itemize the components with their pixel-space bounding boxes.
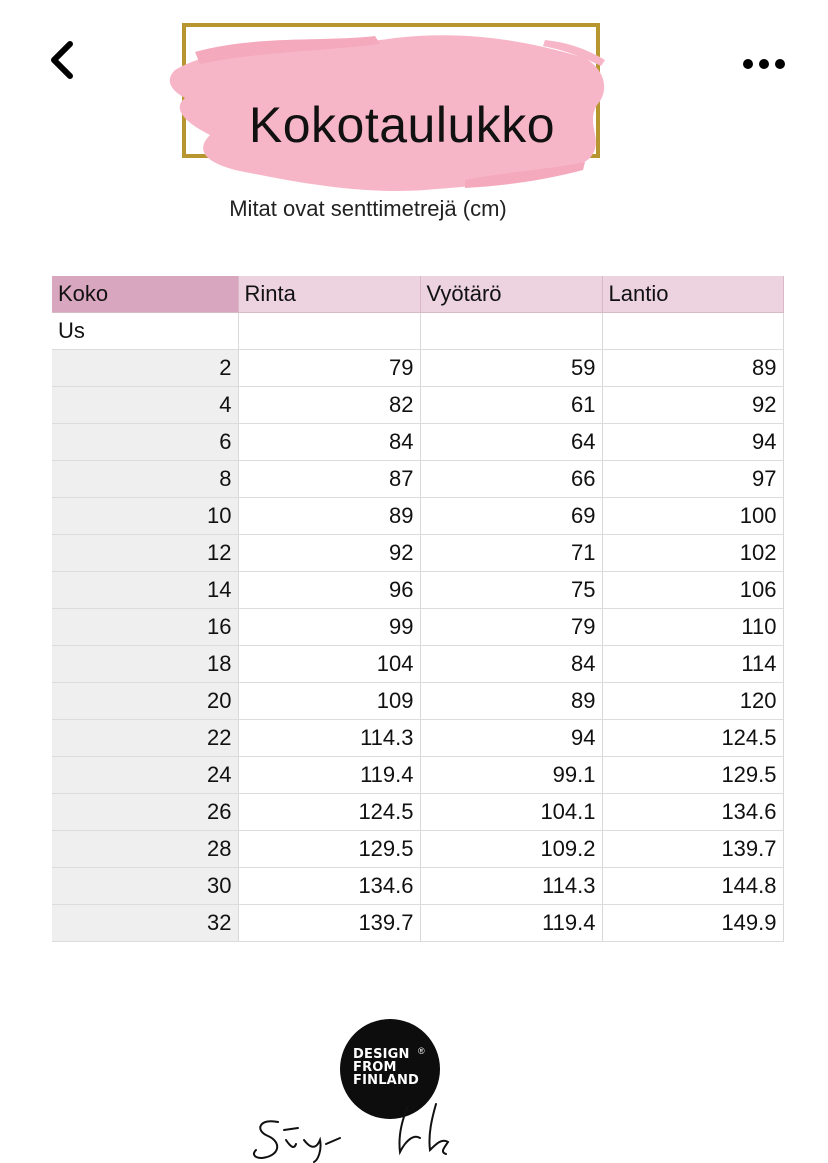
- table-row: [52, 534, 783, 571]
- vyotaro-cell: 69: [420, 497, 602, 534]
- unit-label: Us: [52, 312, 238, 349]
- rinta-cell: 109: [238, 682, 420, 719]
- vyotaro-cell: 104.1: [420, 793, 602, 830]
- page-subtitle: Mitat ovat senttimetrejä (cm): [229, 196, 507, 221]
- lantio-cell: 124.5: [602, 719, 783, 756]
- lantio-cell: 92: [602, 386, 783, 423]
- vyotaro-cell: 89: [420, 682, 602, 719]
- size-cell: 28: [52, 830, 238, 867]
- lantio-cell: 94: [602, 423, 783, 460]
- handwritten-signature: [250, 1100, 470, 1163]
- lantio-cell: 110: [602, 608, 783, 645]
- table-row: [52, 793, 783, 830]
- page-title: Kokotaulukko: [248, 97, 556, 153]
- vyotaro-cell: 119.4: [420, 904, 602, 941]
- logo-line-3: FINLAND: [353, 1073, 420, 1088]
- lantio-cell: 100: [602, 497, 783, 534]
- logo-line-2: FROM: [353, 1060, 397, 1075]
- lantio-cell: 129.5: [602, 756, 783, 793]
- rinta-cell: 134.6: [238, 867, 420, 904]
- size-cell: 18: [52, 645, 238, 682]
- vyotaro-cell: 66: [420, 460, 602, 497]
- size-cell: 14: [52, 571, 238, 608]
- table-row: [52, 608, 783, 645]
- rinta-cell: 104: [238, 645, 420, 682]
- table-row: [52, 719, 783, 756]
- lantio-cell: 97: [602, 460, 783, 497]
- table-row: [52, 349, 783, 386]
- rinta-cell: 84: [238, 423, 420, 460]
- size-table: [52, 276, 784, 942]
- vyotaro-cell: 75: [420, 571, 602, 608]
- table-row: [52, 571, 783, 608]
- lantio-cell: 134.6: [602, 793, 783, 830]
- vyotaro-cell: 71: [420, 534, 602, 571]
- rinta-cell: 82: [238, 386, 420, 423]
- table-header-row: [52, 276, 783, 312]
- vyotaro-cell: 84: [420, 645, 602, 682]
- more-options-button[interactable]: [738, 50, 790, 78]
- rinta-cell: 114.3: [238, 719, 420, 756]
- rinta-cell: 79: [238, 349, 420, 386]
- vyotaro-cell: 109.2: [420, 830, 602, 867]
- rinta-cell: 119.4: [238, 756, 420, 793]
- size-cell: 10: [52, 497, 238, 534]
- lantio-cell: 114: [602, 645, 783, 682]
- vyotaro-cell: 64: [420, 423, 602, 460]
- size-cell: 2: [52, 349, 238, 386]
- lantio-cell: 139.7: [602, 830, 783, 867]
- table-row: [52, 645, 783, 682]
- chevron-left-icon: [54, 44, 70, 76]
- column-header-vyotaro: Vyötärö: [420, 276, 602, 312]
- vyotaro-cell: 99.1: [420, 756, 602, 793]
- size-cell: 6: [52, 423, 238, 460]
- lantio-cell: 120: [602, 682, 783, 719]
- table-row: [52, 423, 783, 460]
- rinta-cell: 124.5: [238, 793, 420, 830]
- vyotaro-cell: 114.3: [420, 867, 602, 904]
- vyotaro-cell: 61: [420, 386, 602, 423]
- more-horizontal-icon: [743, 59, 785, 69]
- vyotaro-cell: 59: [420, 349, 602, 386]
- size-cell: 4: [52, 386, 238, 423]
- table-row: [52, 386, 783, 423]
- size-cell: 22: [52, 719, 238, 756]
- size-cell: 26: [52, 793, 238, 830]
- rinta-cell: 129.5: [238, 830, 420, 867]
- lantio-cell: 149.9: [602, 904, 783, 941]
- table-row: [52, 682, 783, 719]
- table-row: [52, 460, 783, 497]
- lantio-cell: 102: [602, 534, 783, 571]
- table-row: [52, 830, 783, 867]
- size-cell: 32: [52, 904, 238, 941]
- size-cell: 24: [52, 756, 238, 793]
- back-button[interactable]: [40, 36, 88, 84]
- rinta-cell: 92: [238, 534, 420, 571]
- rinta-cell: 87: [238, 460, 420, 497]
- rinta-cell: 139.7: [238, 904, 420, 941]
- unit-row: [52, 312, 783, 349]
- lantio-cell: 106: [602, 571, 783, 608]
- rinta-cell: 96: [238, 571, 420, 608]
- registered-mark: ®: [418, 1046, 425, 1056]
- lantio-cell: 89: [602, 349, 783, 386]
- table-row: [52, 867, 783, 904]
- column-header-koko: Koko: [52, 276, 238, 312]
- size-cell: 16: [52, 608, 238, 645]
- vyotaro-cell: 94: [420, 719, 602, 756]
- column-header-rinta: Rinta: [238, 276, 420, 312]
- size-cell: 8: [52, 460, 238, 497]
- vyotaro-cell: 79: [420, 608, 602, 645]
- logo-line-1: DESIGN: [353, 1047, 410, 1062]
- rinta-cell: 89: [238, 497, 420, 534]
- size-cell: 12: [52, 534, 238, 571]
- table-row: [52, 904, 783, 941]
- lantio-cell: 144.8: [602, 867, 783, 904]
- table-row: [52, 756, 783, 793]
- size-cell: 20: [52, 682, 238, 719]
- table-row: [52, 497, 783, 534]
- size-cell: 30: [52, 867, 238, 904]
- rinta-cell: 99: [238, 608, 420, 645]
- column-header-lantio: Lantio: [602, 276, 783, 312]
